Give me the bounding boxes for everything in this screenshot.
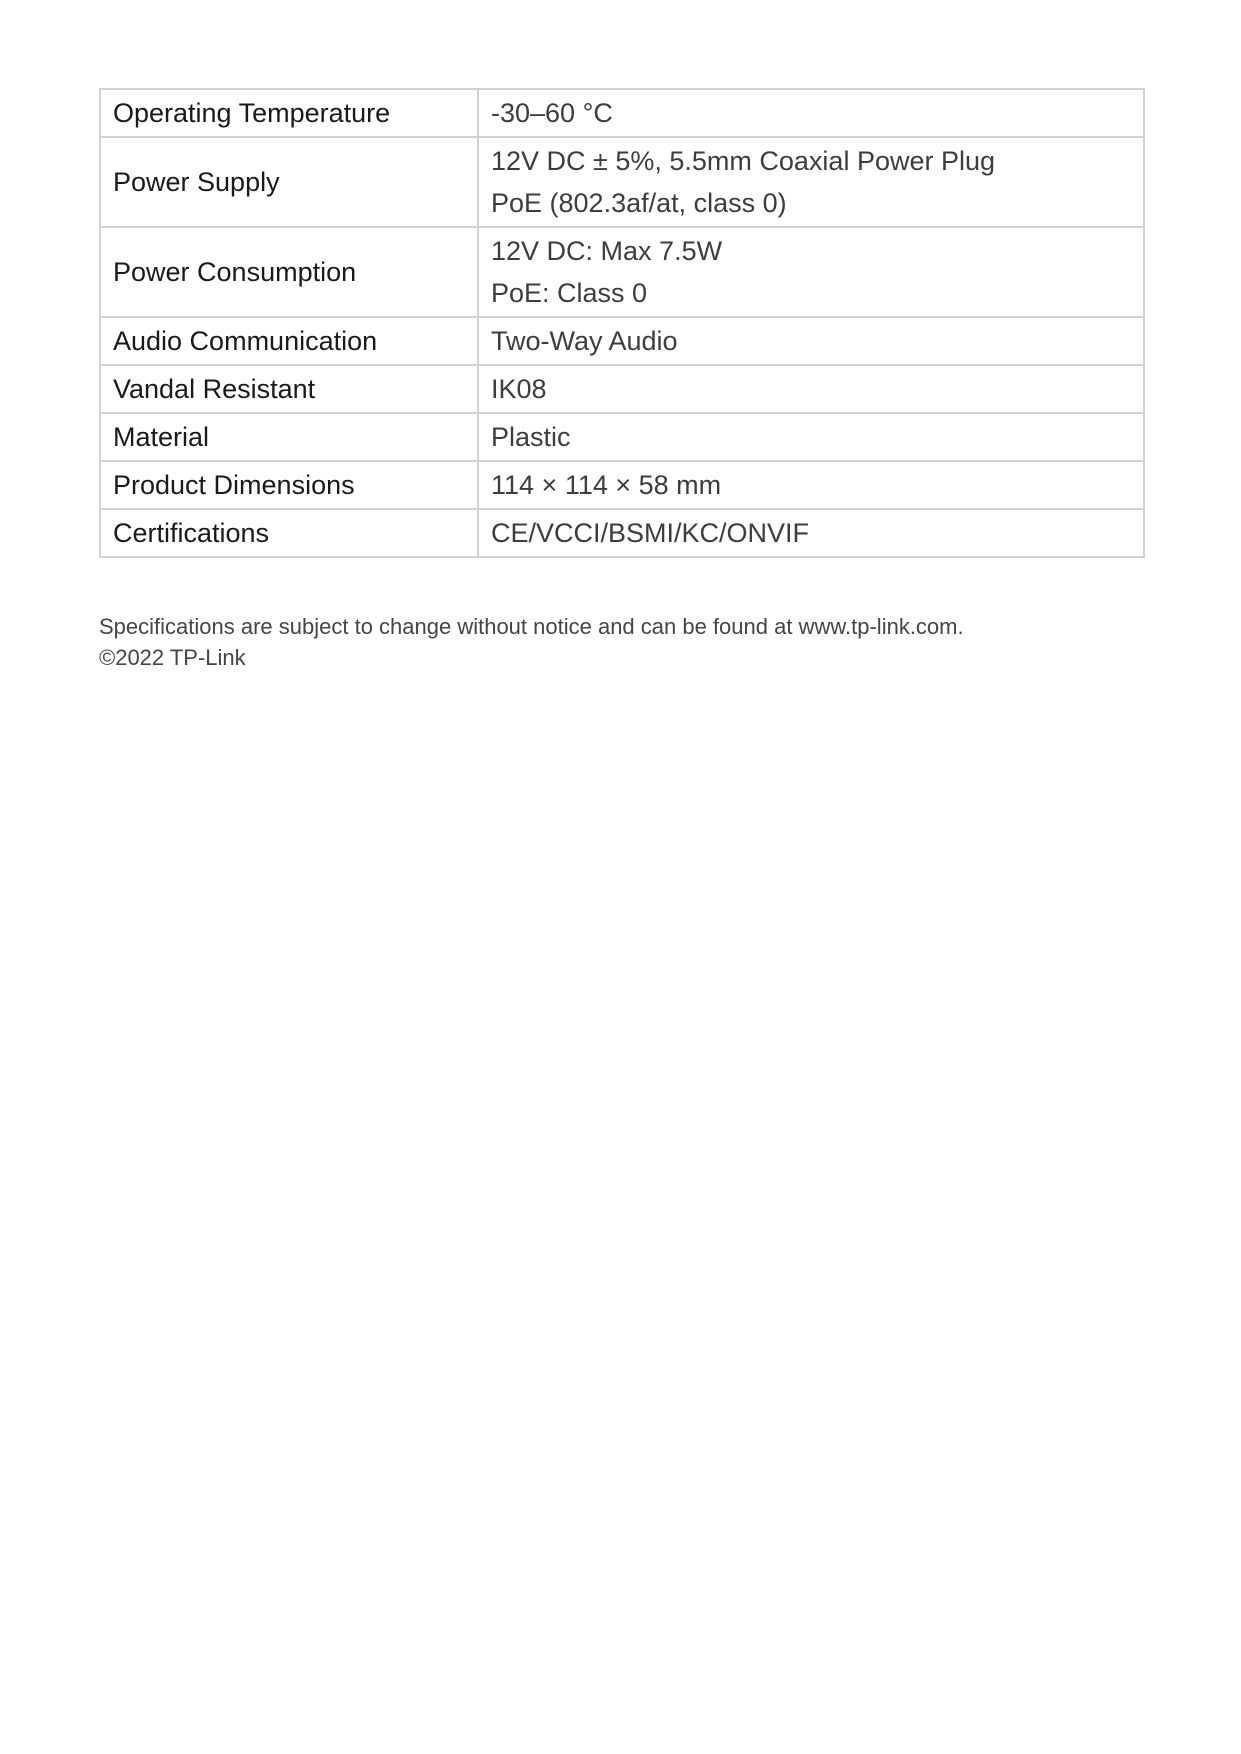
footer-copyright: ©2022 TP-Link	[99, 645, 246, 670]
spec-value	[478, 227, 1144, 317]
spec-value-line: 12V DC ± 5%, 5.5mm Coaxial Power Plug	[491, 146, 996, 176]
spec-value-line: IK08	[491, 374, 547, 404]
spec-value-line: 12V DC: Max 7.5W	[491, 236, 723, 266]
spec-label: Power Supply	[100, 137, 478, 227]
spec-value-line: PoE (802.3af/at, class 0)	[491, 188, 787, 218]
spec-value	[478, 89, 1144, 137]
spec-value	[478, 509, 1144, 557]
spec-value-line: PoE: Class 0	[491, 278, 648, 308]
spec-value	[478, 317, 1144, 365]
spec-value-line: 114 × 114 × 58 mm	[491, 470, 722, 500]
spec-value	[478, 461, 1144, 509]
footer	[99, 611, 964, 673]
spec-row-power-consumption	[100, 227, 1144, 317]
spec-label: Product Dimensions	[100, 461, 478, 509]
spec-table	[99, 88, 1145, 558]
spec-value	[478, 413, 1144, 461]
spec-row-audio-communication	[100, 317, 1144, 365]
spec-row-certifications	[100, 509, 1144, 557]
spec-label: Material	[100, 413, 478, 461]
spec-row-vandal-resistant	[100, 365, 1144, 413]
spec-value-line: Two-Way Audio	[491, 326, 678, 356]
spec-row-material	[100, 413, 1144, 461]
spec-value-line: Plastic	[491, 422, 571, 452]
spec-value-line: CE/VCCI/BSMI/KC/ONVIF	[491, 518, 810, 548]
spec-row-power-supply	[100, 137, 1144, 227]
spec-value	[478, 365, 1144, 413]
spec-value	[478, 137, 1144, 227]
spec-label: Power Consumption	[100, 227, 478, 317]
spec-row-product-dimensions	[100, 461, 1144, 509]
spec-label: Audio Communication	[100, 317, 478, 365]
footer-notice: Specifications are subject to change without notice and can be found at www.tp-link.com.	[99, 614, 964, 639]
spec-row-operating-temperature	[100, 89, 1144, 137]
spec-value-line: -30–60 °C	[491, 98, 613, 128]
spec-label: Operating Temperature	[100, 89, 478, 137]
spec-label: Vandal Resistant	[100, 365, 478, 413]
spec-label: Certifications	[100, 509, 478, 557]
